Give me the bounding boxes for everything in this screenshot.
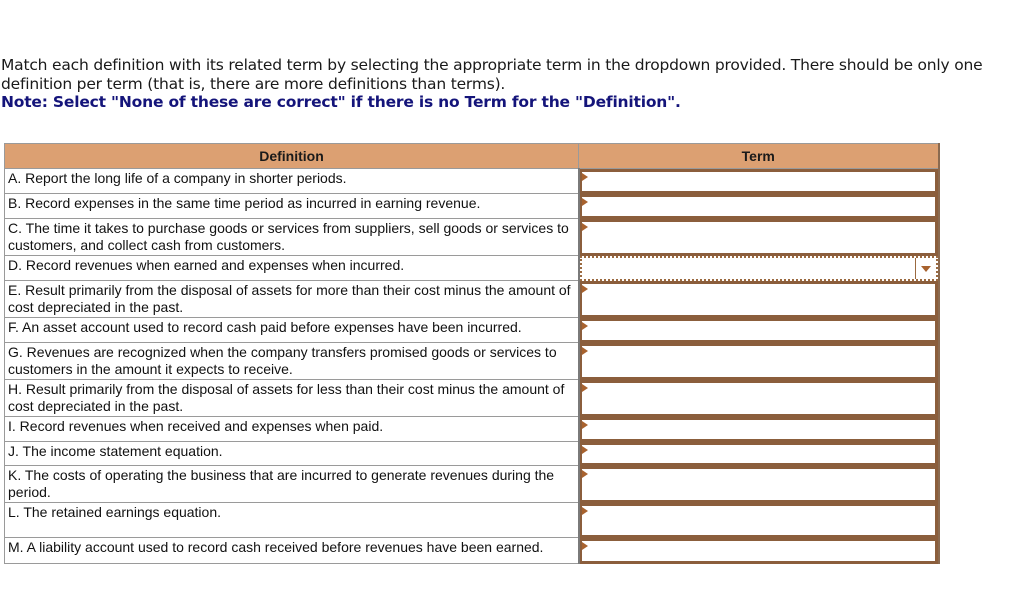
term-cell <box>579 380 939 417</box>
term-dropdown[interactable] <box>580 318 938 343</box>
required-marker-icon <box>582 542 588 550</box>
table-row <box>5 219 939 256</box>
required-marker-icon <box>582 421 588 429</box>
term-cell <box>579 281 939 318</box>
term-dropdown[interactable] <box>580 442 938 466</box>
header-definition: Definition <box>5 144 579 169</box>
term-dropdown[interactable] <box>580 256 938 281</box>
instructions-text: Match each definition with its related term by selecting the appropriate term in the dropdown provided. There should be only one definition per term (that is, there are more definitions than terms). <box>1 56 983 93</box>
term-dropdown[interactable] <box>580 169 938 194</box>
required-marker-icon <box>582 384 588 392</box>
definition-cell: D. Record revenues when earned and expenses when incurred. <box>5 256 579 281</box>
table-row <box>5 466 939 503</box>
required-marker-icon <box>582 322 588 330</box>
term-dropdown[interactable] <box>580 466 938 503</box>
definition-cell: J. The income statement equation. <box>5 442 579 466</box>
definition-cell: M. A liability account used to record cash received before revenues have been earned. <box>5 538 579 564</box>
definition-cell: E. Result primarily from the disposal of assets for more than their cost minus the amount of cost depreciated in the past. <box>5 281 579 318</box>
definition-cell: F. An asset account used to record cash paid before expenses have been incurred. <box>5 318 579 343</box>
term-cell <box>579 343 939 380</box>
required-marker-icon <box>582 198 588 206</box>
table-row <box>5 343 939 380</box>
table-row <box>5 281 939 318</box>
table-row <box>5 503 939 538</box>
required-marker-icon <box>582 446 588 454</box>
term-cell <box>579 417 939 442</box>
table-row <box>5 256 939 281</box>
term-dropdown[interactable] <box>580 380 938 417</box>
required-marker-icon <box>582 347 588 355</box>
term-cell <box>579 169 939 194</box>
definition-cell: H. Result primarily from the disposal of assets for less than their cost minus the amount of cost depreciated in the past. <box>5 380 579 417</box>
definition-cell: C. The time it takes to purchase goods or services from suppliers, sell goods or services to customers, and collect cash from customers. <box>5 219 579 256</box>
table-row <box>5 194 939 219</box>
instructions-note: Note: Select "None of these are correct" if there is no Term for the "Definition". <box>1 93 681 111</box>
term-cell <box>579 194 939 219</box>
term-cell <box>579 219 939 256</box>
table-header-row <box>5 144 939 169</box>
term-cell <box>579 442 939 466</box>
table-row <box>5 169 939 194</box>
table-row <box>5 318 939 343</box>
header-term: Term <box>579 144 939 169</box>
table-row <box>5 442 939 466</box>
term-cell <box>579 466 939 503</box>
table-row <box>5 380 939 417</box>
term-dropdown[interactable] <box>580 503 938 538</box>
term-dropdown[interactable] <box>580 417 938 442</box>
required-marker-icon <box>582 285 588 293</box>
term-dropdown[interactable] <box>580 281 938 318</box>
term-cell <box>579 503 939 538</box>
instructions <box>1 56 1011 112</box>
definition-cell: A. Report the long life of a company in shorter periods. <box>5 169 579 194</box>
table-body <box>5 169 939 564</box>
definition-cell: I. Record revenues when received and expenses when paid. <box>5 417 579 442</box>
table-row <box>5 417 939 442</box>
definition-cell: G. Revenues are recognized when the company transfers promised goods or services to customers in the amount it expects to receive. <box>5 343 579 380</box>
table-row <box>5 538 939 564</box>
definition-cell: B. Record expenses in the same time period as incurred in earning revenue. <box>5 194 579 219</box>
term-dropdown[interactable] <box>580 194 938 219</box>
chevron-down-icon[interactable] <box>915 258 936 279</box>
term-dropdown[interactable] <box>580 538 938 564</box>
required-marker-icon <box>582 470 588 478</box>
term-cell <box>579 318 939 343</box>
definition-cell: L. The retained earnings equation. <box>5 503 579 538</box>
term-cell <box>579 538 939 564</box>
term-dropdown[interactable] <box>580 219 938 256</box>
term-dropdown[interactable] <box>580 343 938 380</box>
term-cell <box>579 256 939 281</box>
definition-cell: K. The costs of operating the business that are incurred to generate revenues during the period. <box>5 466 579 503</box>
required-marker-icon <box>582 223 588 231</box>
required-marker-icon <box>582 173 588 181</box>
matching-table <box>4 143 940 564</box>
required-marker-icon <box>582 507 588 515</box>
